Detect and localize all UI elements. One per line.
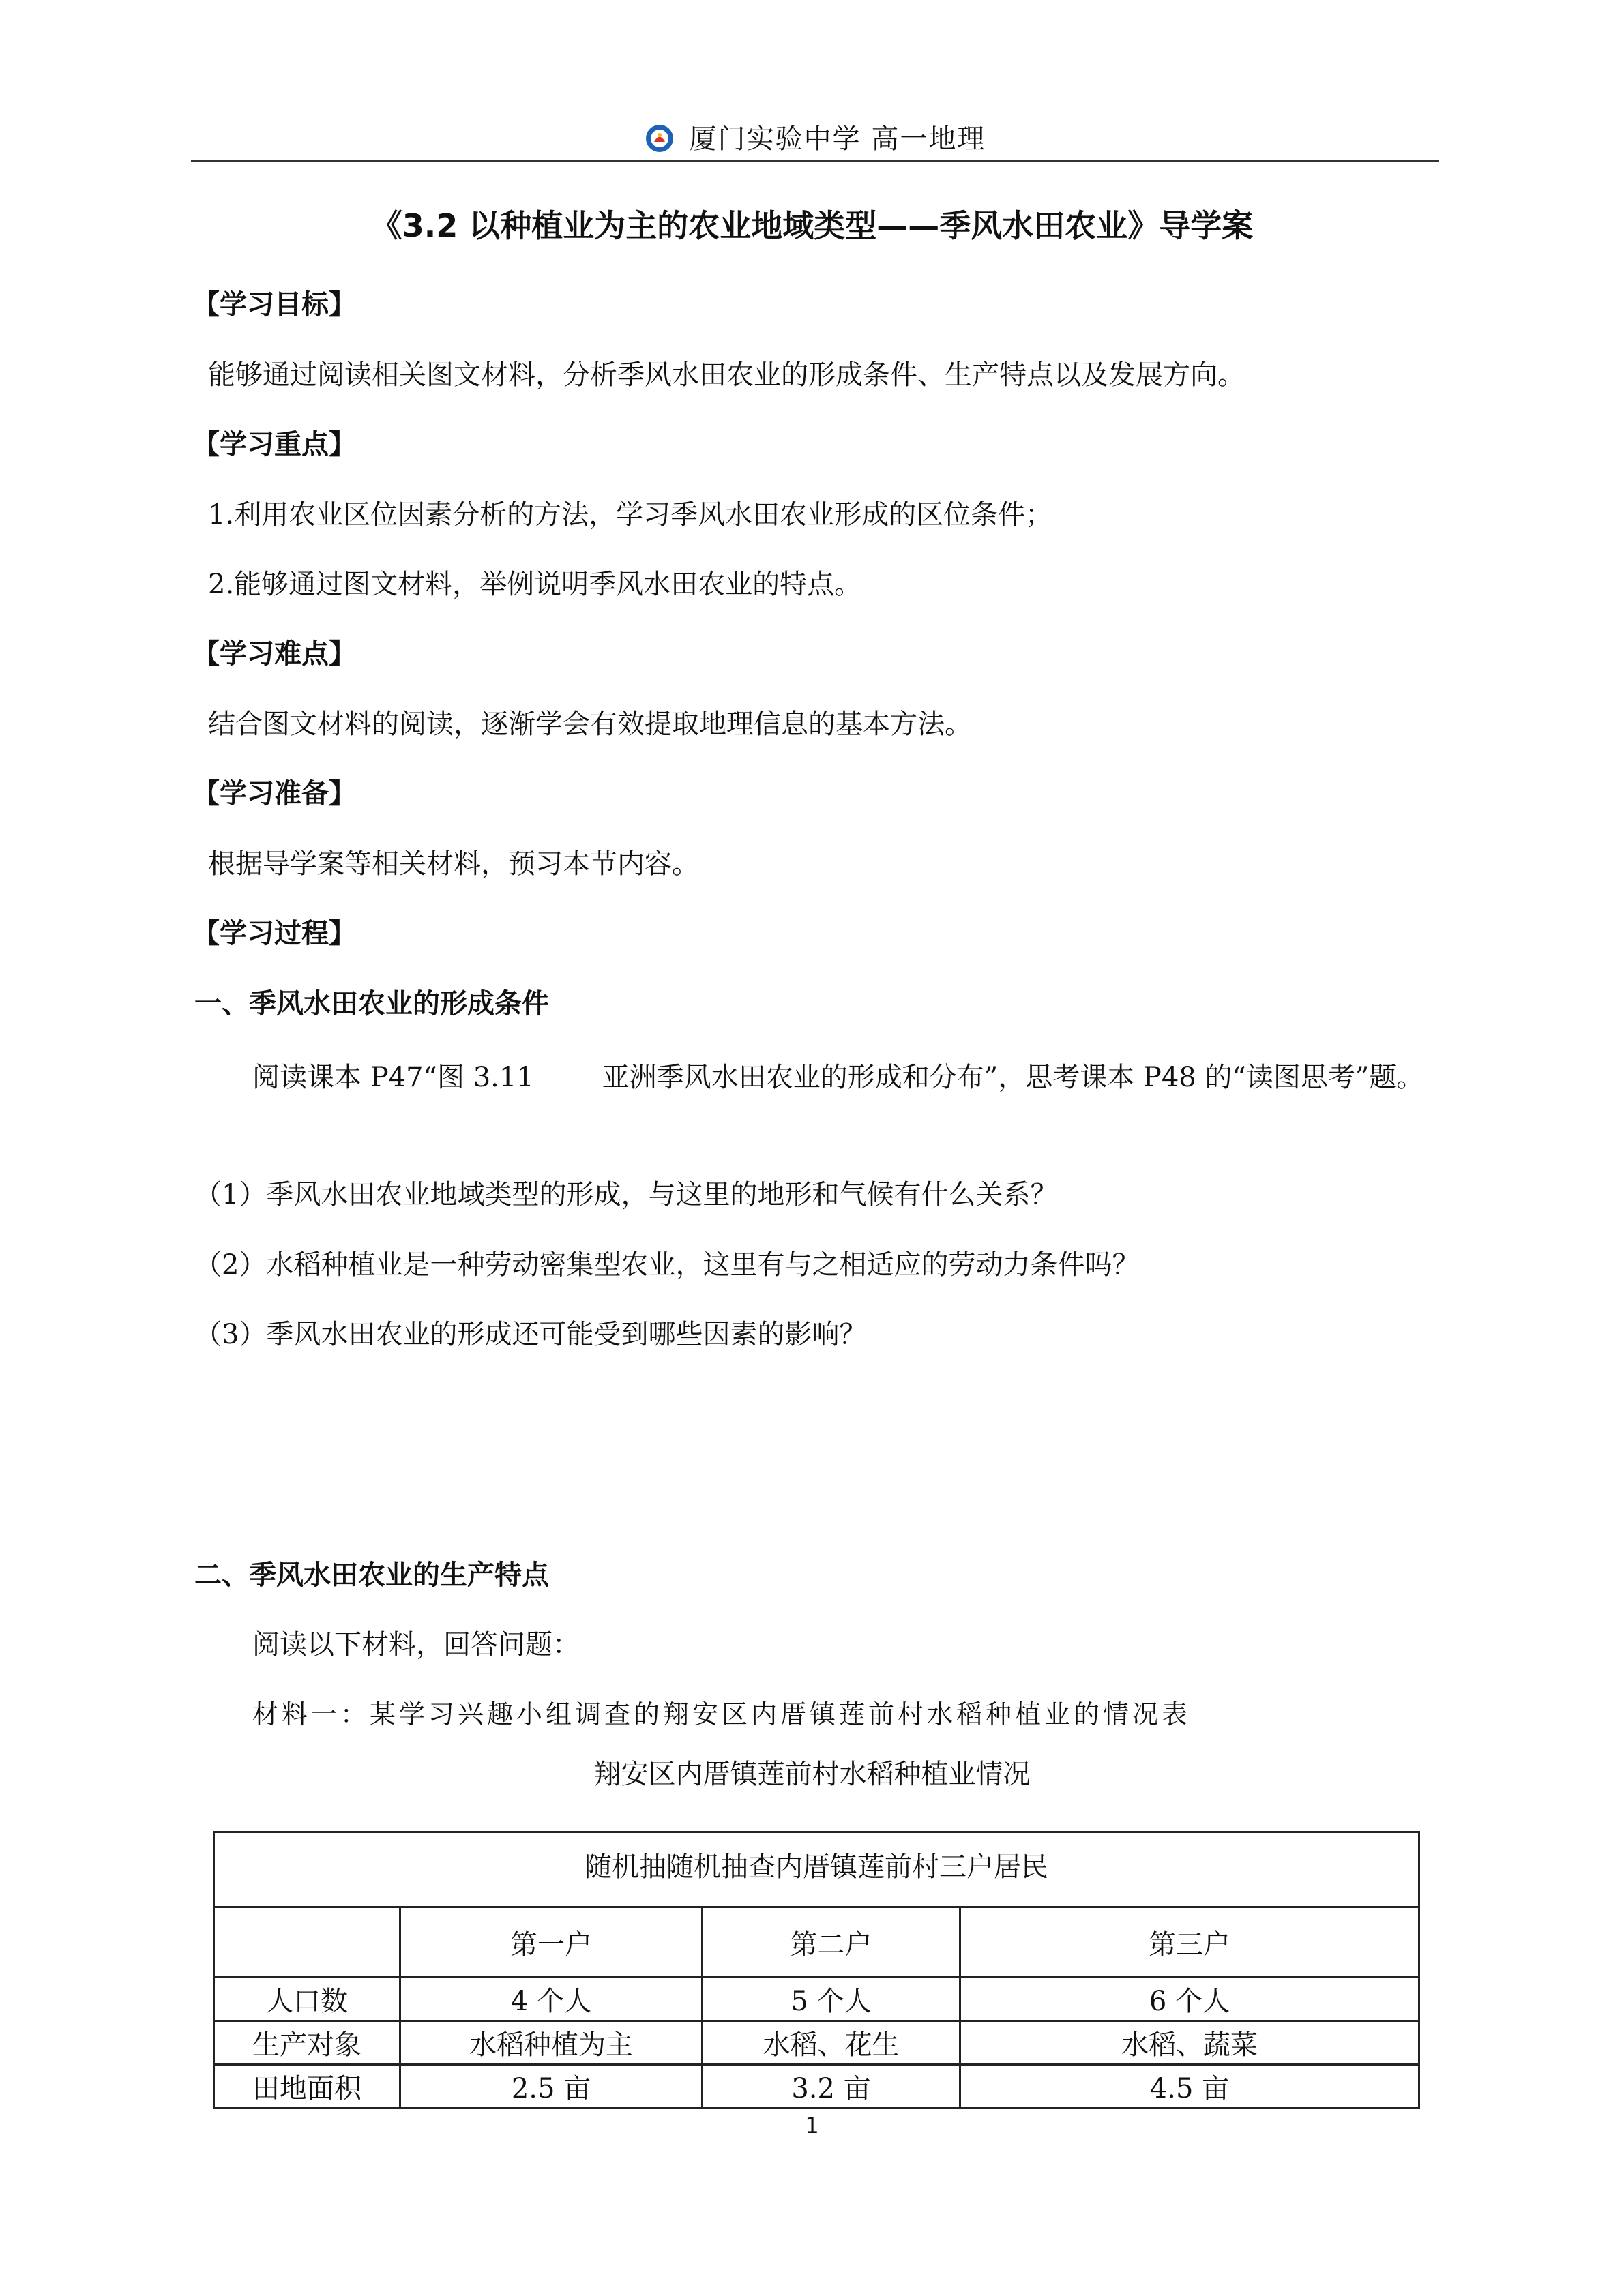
- table-column-header: 第二户: [703, 1907, 960, 1978]
- page-header: [191, 109, 1439, 162]
- table-row: [214, 1907, 1419, 1978]
- section1-intro: [252, 1047, 1439, 1108]
- table-corner-cell: [214, 1907, 400, 1978]
- question-1: （1）季风水田农业地域类型的形成，与这里的地形和气候有什么关系？: [194, 1179, 1058, 1210]
- keypoints-heading: 【学习重点】: [192, 429, 356, 460]
- table-row: [214, 2021, 1419, 2065]
- table-cell: 水稻种植为主: [400, 2021, 703, 2065]
- table-cell: 水稻、花生: [703, 2021, 960, 2065]
- header-line: [191, 117, 1439, 156]
- page-number: 1: [805, 2113, 819, 2138]
- keypoint-item-1: 1.利用农业区位因素分析的方法，学习季风水田农业形成的区位条件；: [208, 499, 1053, 531]
- section1-heading: 一、季风水田农业的形成条件: [194, 988, 549, 1019]
- survey-table: [213, 1831, 1420, 2109]
- table-column-header: 第一户: [400, 1907, 703, 1978]
- difficulties-text: 结合图文材料的阅读，逐渐学会有效提取地理信息的基本方法。: [208, 709, 972, 740]
- table-row: [214, 1978, 1419, 2021]
- table-cell: 4.5 亩: [960, 2065, 1419, 2108]
- section1-intro-b: 亚洲季风水田农业的形成和分布”，思考课本 P48 的“读图思考”题。: [602, 1062, 1424, 1093]
- table-row: [214, 2065, 1419, 2108]
- preparation-text: 根据导学案等相关材料，预习本节内容。: [208, 848, 699, 880]
- table-caption: 翔安区内厝镇莲前村水稻种植业情况: [593, 1759, 1031, 1790]
- table-column-header: 第三户: [960, 1907, 1419, 1978]
- table-row: [214, 1832, 1419, 1907]
- section1-intro-a: 阅读课本 P47“图 3.11: [252, 1062, 534, 1093]
- material-one: 材料一：某学习兴趣小组调查的翔安区内厝镇莲前村水稻种植业的情况表: [252, 1699, 1192, 1729]
- table-cell: 水稻、蔬菜: [960, 2021, 1419, 2065]
- section2-read-prompt: 阅读以下材料，回答问题：: [252, 1629, 580, 1660]
- table-cell: 2.5 亩: [400, 2065, 703, 2108]
- school-logo-icon: [645, 123, 675, 153]
- header-text: 厦门实验中学 高一地理: [689, 123, 986, 155]
- section2-heading: 二、季风水田农业的生产特点: [194, 1560, 549, 1591]
- table-row-label: 田地面积: [214, 2065, 400, 2108]
- goals-heading: 【学习目标】: [192, 289, 356, 320]
- difficulties-heading: 【学习难点】: [192, 638, 356, 670]
- table-cell: 5 个人: [703, 1978, 960, 2021]
- question-2: （2）水稻种植业是一种劳动密集型农业，这里有与之相适应的劳动力条件吗？: [194, 1249, 1140, 1281]
- table-cell: 6 个人: [960, 1978, 1419, 2021]
- table-cell: 4 个人: [400, 1978, 703, 2021]
- process-heading: 【学习过程】: [192, 918, 356, 949]
- question-3: （3）季风水田农业的形成还可能受到哪些因素的影响？: [194, 1319, 867, 1350]
- table-merged-header: 随机抽随机抽查内厝镇莲前村三户居民: [214, 1832, 1419, 1907]
- goals-text: 能够通过阅读相关图文材料，分析季风水田农业的形成条件、生产特点以及发展方向。: [208, 359, 1245, 391]
- table-row-label: 人口数: [214, 1978, 400, 2021]
- table-cell: 3.2 亩: [703, 2065, 960, 2108]
- preparation-heading: 【学习准备】: [192, 778, 356, 809]
- keypoint-item-2: 2.能够通过图文材料，举例说明季风水田农业的特点。: [208, 569, 862, 600]
- table-row-label: 生产对象: [214, 2021, 400, 2065]
- page-title: 《3.2 以种植业为主的农业地域类型——季风水田农业》导学案: [370, 207, 1254, 244]
